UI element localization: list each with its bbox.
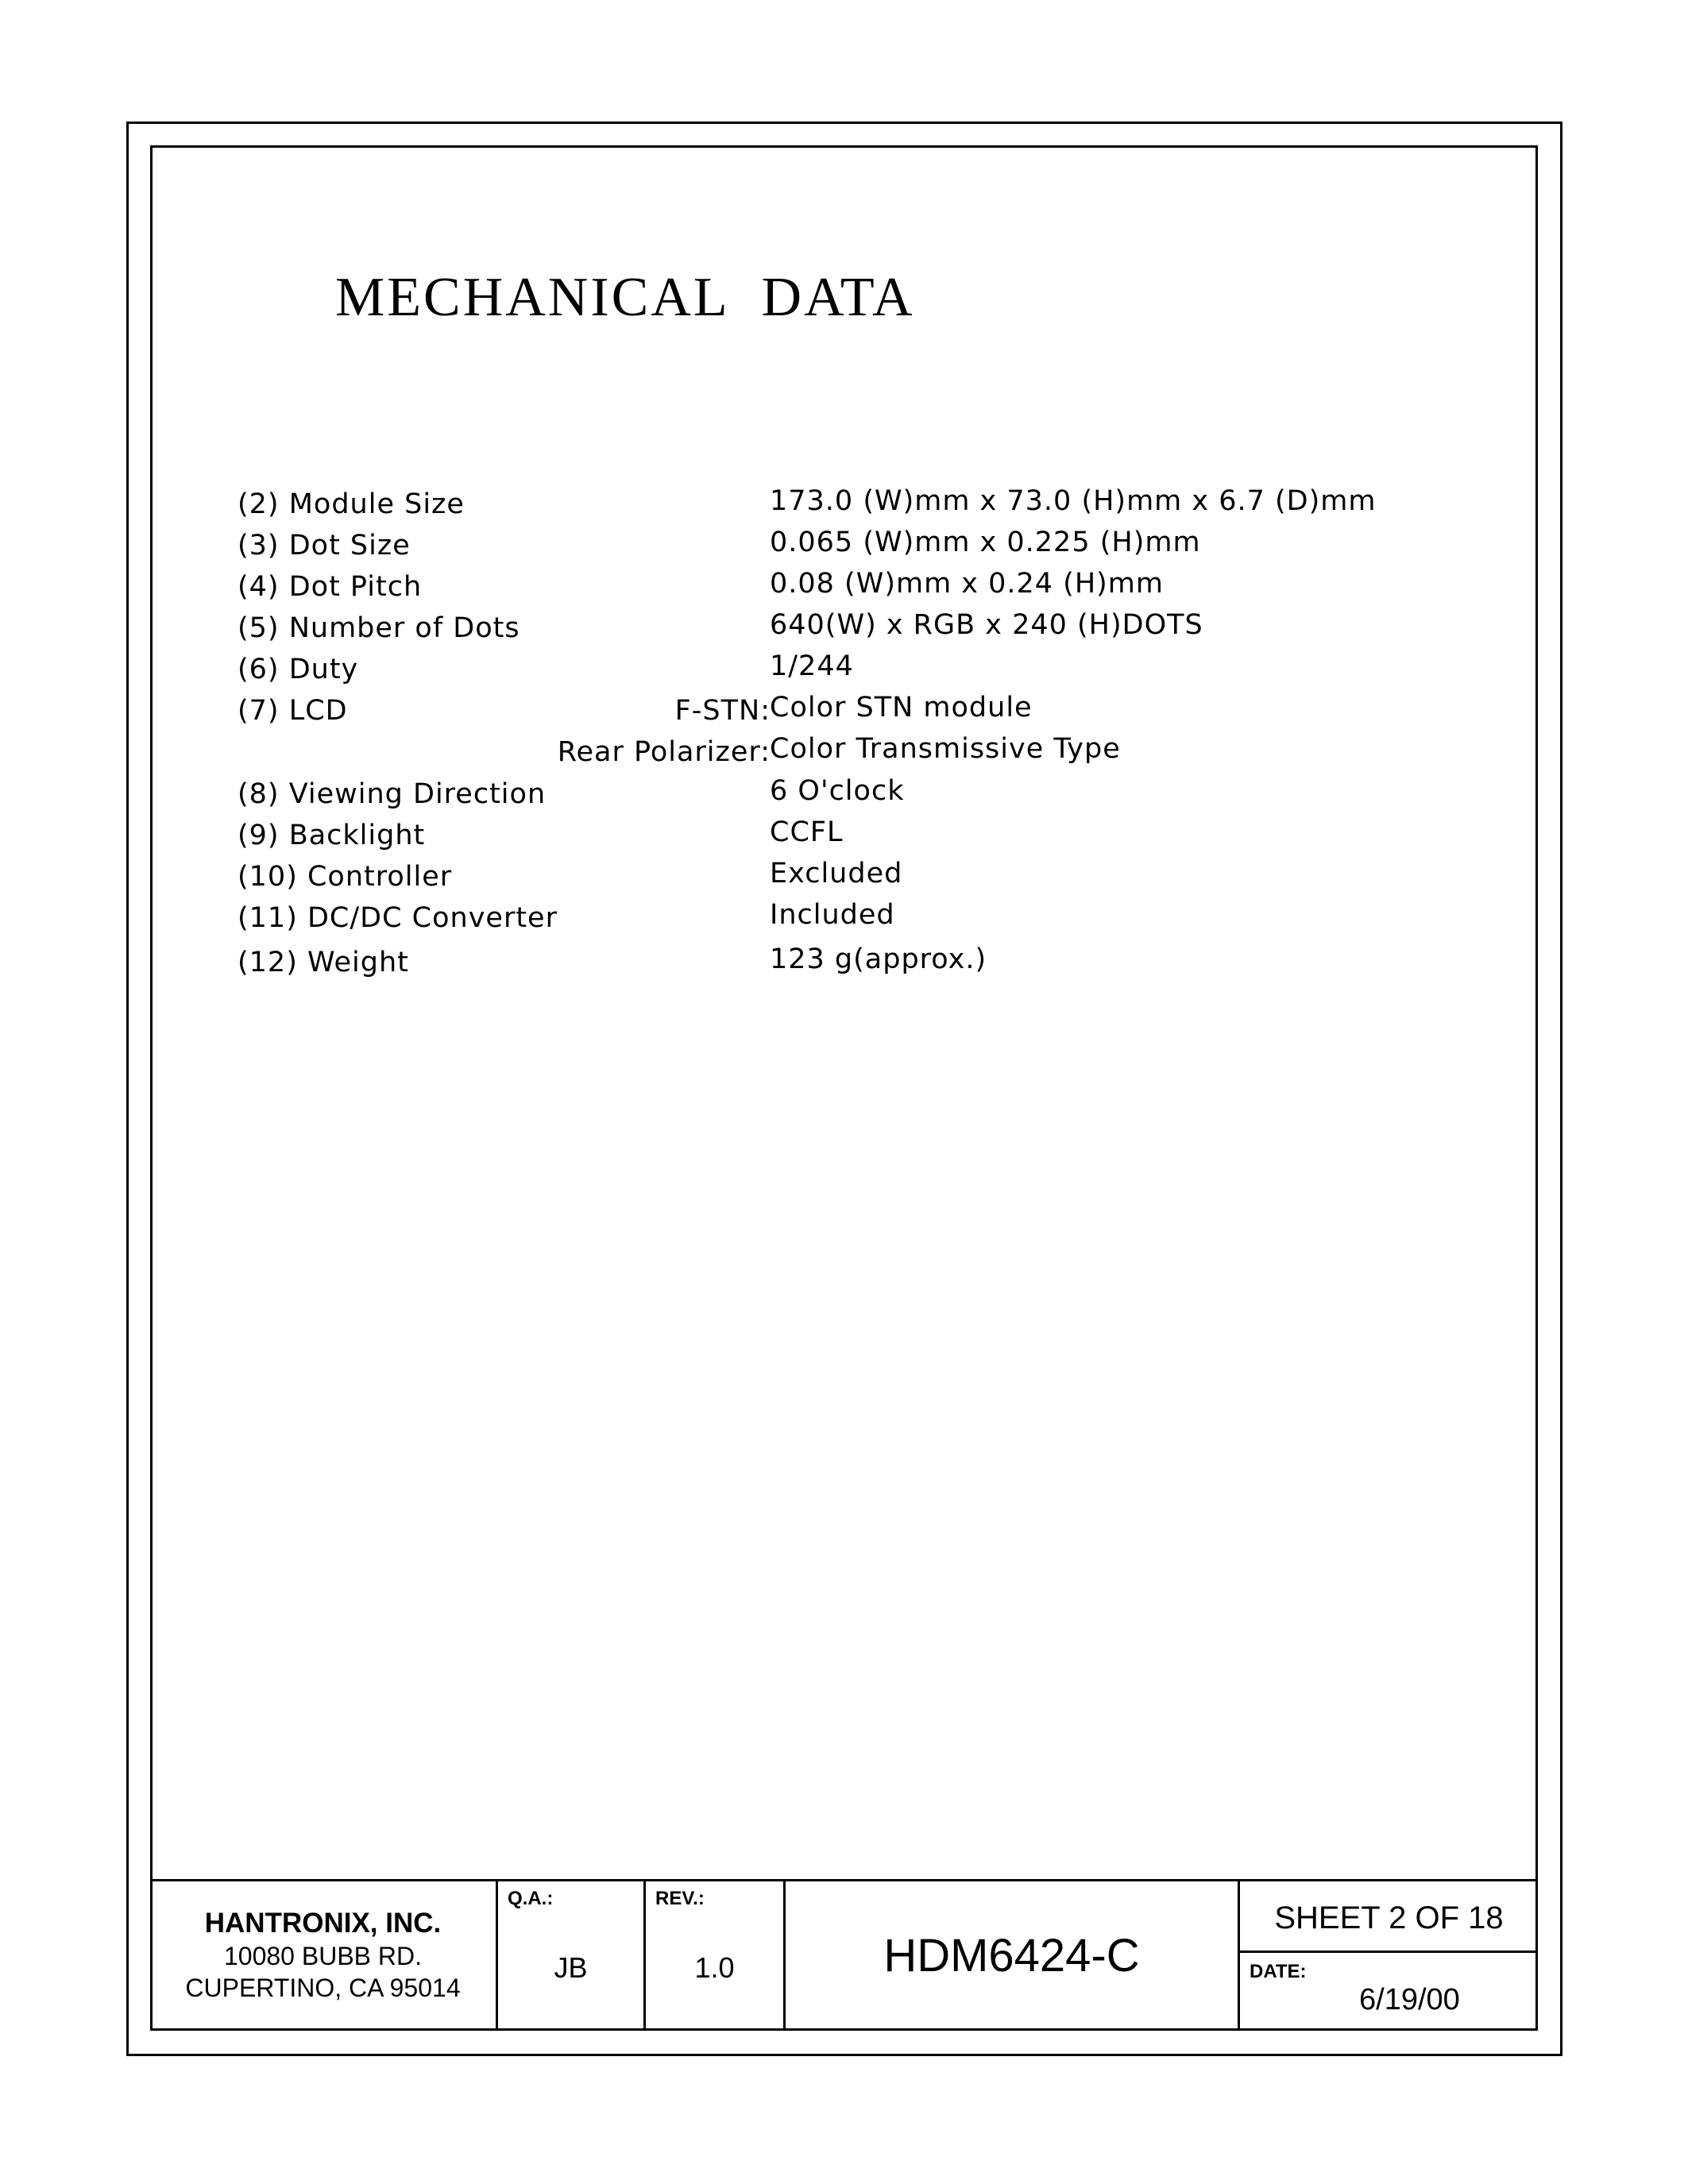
lcd-polarizer-label: Rear Polarizer: — [557, 736, 771, 768]
rev-label: REV.: — [655, 1888, 705, 1909]
spec-label-module-size: (2) Module Size — [238, 488, 465, 520]
sheet-number: SHEET 2 OF 18 — [1274, 1900, 1504, 1935]
spec-label-weight: (12) Weight — [238, 947, 409, 978]
part-number: HDM6424-C — [883, 1930, 1140, 1981]
part-number-cell — [786, 1881, 1240, 2031]
spec-label-number-of-dots: (5) Number of Dots — [238, 612, 520, 644]
title-block — [150, 1879, 1538, 2031]
spec-label-lcd: (7) LCD — [238, 695, 348, 727]
qa-cell — [498, 1881, 646, 2031]
spec-value-dot-size: 0.065 (W)mm x 0.225 (H)mm — [770, 527, 1201, 558]
sheet-box — [1240, 1881, 1538, 1953]
company-cell — [150, 1881, 498, 2031]
spec-label-dot-size: (3) Dot Size — [238, 530, 411, 561]
spec-label-duty: (6) Duty — [238, 654, 359, 685]
date-value: 6/19/00 — [1359, 1983, 1460, 2016]
inner-border — [150, 145, 1538, 2031]
rev-cell — [646, 1881, 786, 2031]
company-name: HANTRONIX, INC. — [204, 1908, 442, 1939]
lcd-fstn-label: F-STN: — [674, 695, 771, 727]
spec-label-viewing-direction: (8) Viewing Direction — [238, 778, 547, 810]
page-title: MECHANICAL DATA — [335, 267, 915, 328]
spec-value-controller: Excluded — [770, 858, 903, 889]
spec-value-lcd: Color STN module — [770, 692, 1033, 723]
spec-label-dcdc-converter: (11) DC/DC Converter — [238, 902, 558, 934]
spec-value-viewing-direction: 6 O'clock — [770, 775, 905, 807]
spec-value-number-of-dots: 640(W) x RGB x 240 (H)DOTS — [770, 609, 1203, 641]
company-address-city: CUPERTINO, CA 95014 — [185, 1974, 461, 2002]
spec-label-dot-pitch: (4) Dot Pitch — [238, 571, 423, 603]
qa-label: Q.A.: — [508, 1888, 554, 1909]
qa-value: JB — [554, 1951, 588, 1984]
spec-value-module-size: 173.0 (W)mm x 73.0 (H)mm x 6.7 (D)mm — [770, 485, 1377, 517]
sheet-date-cell — [1240, 1881, 1538, 2031]
spec-value-duty: 1/244 — [770, 650, 854, 682]
company-address-street: 10080 BUBB RD. — [223, 1942, 422, 1970]
spec-value-weight: 123 g(approx.) — [770, 943, 987, 975]
spec-label-controller: (10) Controller — [238, 861, 453, 893]
spec-label-backlight: (9) Backlight — [238, 820, 426, 851]
date-label: DATE: — [1250, 1961, 1307, 1982]
spec-value-dot-pitch: 0.08 (W)mm x 0.24 (H)mm — [770, 568, 1164, 600]
rev-value: 1.0 — [694, 1951, 735, 1984]
lcd-polarizer-value: Color Transmissive Type — [770, 733, 1121, 765]
spec-value-dcdc-converter: Included — [770, 899, 895, 931]
spec-value-backlight: CCFL — [770, 816, 844, 848]
